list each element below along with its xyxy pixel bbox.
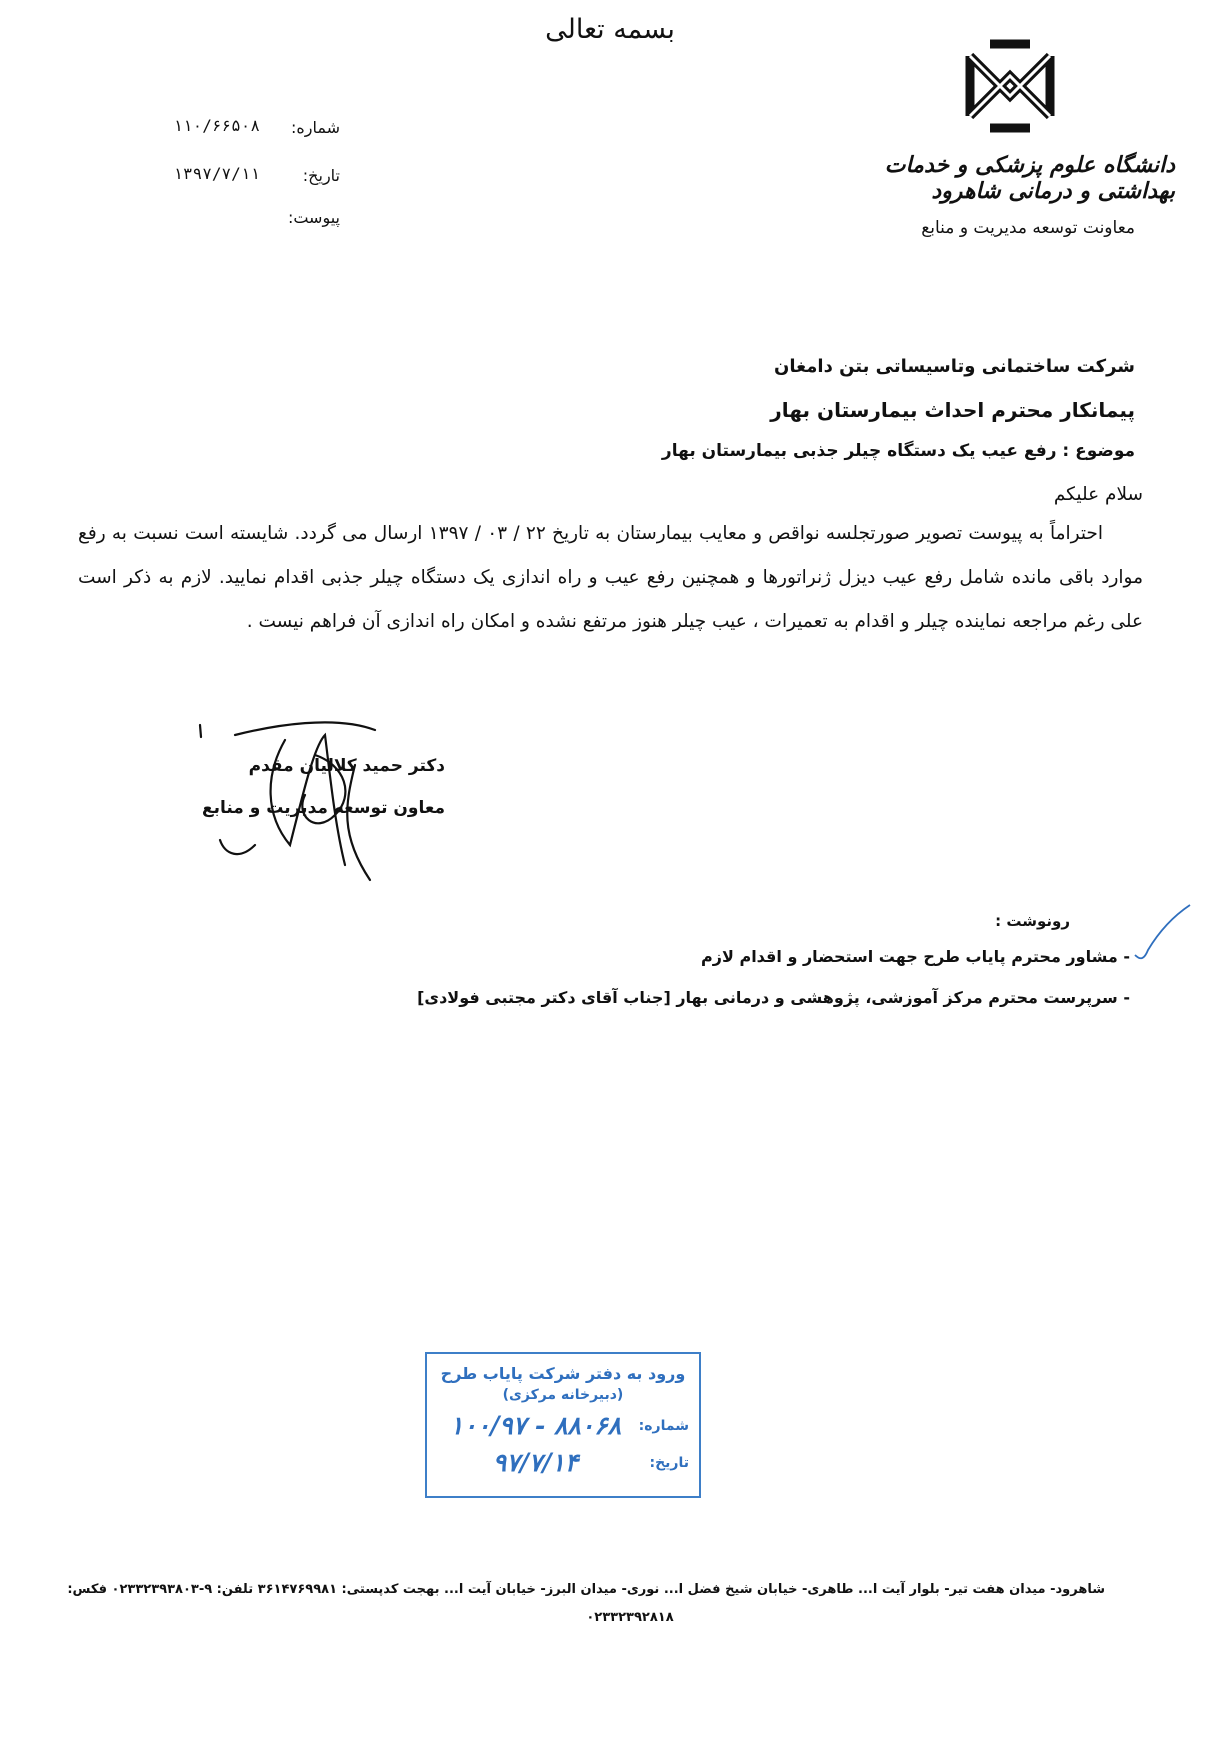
cc-item: - سرپرست محترم مرکز آموزشی، پژوهشی و درمانی بهار [جناب آقای دکتر مجتبی فولادی] [417,988,1130,1007]
date-label: تاریخ: [302,166,340,185]
number-value: ۱۱۰/۶۶۵۰۸ [173,116,260,135]
attachment-label: پیوست: [287,208,340,227]
stamp-subtitle: (دبیرخانه مرکزی) [502,1387,624,1403]
university-logo-icon [955,36,1065,136]
stamp-date-value: ۹۷/۷/۱۴ [492,1448,579,1477]
body-paragraph: احتراماً به پیوست تصویر صورتجلسه نواقص و معایب بیمارستان به تاریخ ۲۲ / ۰۳ / ۱۳۹۷ ارسال می گردد. شایسته است نسبت به رفع موارد باقی مانده شامل رفع عیب دیزل ژنراتورها و همچنین رفع عیب و راه اندازی یک دستگاه چیلر جذبی اقدام نمایید. لازم به ذکر است علی رغم مراجعه نماینده چیلر و اقدام به تعمیرات ، عیب چیلر هنوز مرتفع نشده و امکان راه اندازی آن فراهم نیست . [78,523,1143,632]
footer-address: شاهرود- میدان هفت تیر- بلوار آیت ا... طاهری- خیابان شیخ فضل ا... نوری- میدان البرز- خیابان آیت ا... بهجت کدپستی: ۳۶۱۴۷۶۹۹۸۱ تلفن: ۹-۰۲۳۳۲۳۹۳۸۰۳ فکس: [67,1582,1105,1597]
letter-subject: موضوع : رفع عیب یک دستگاه چیلر جذبی بیمارستان بهار [661,441,1135,461]
university-name: دانشگاه علوم پزشکی و خدمات بهداشتی و درمانی شاهرود [884,152,1175,204]
invocation-heading: بسمه تعالی [545,14,675,45]
footer-fax-number: ۰۲۳۳۲۳۹۲۸۱۸ [586,1610,674,1625]
check-mark-icon [1130,900,1200,970]
department-name: معاونت توسعه مدیریت و منابع [921,218,1135,238]
recipient-company: شرکت ساختمانی وتاسیساتی بتن دامغان [773,356,1135,377]
receipt-stamp [425,1352,701,1498]
letter-body [78,512,1143,644]
stamp-number-value: ۱۰۰/۹۷ - ۸۸۰۶۸ [449,1411,622,1440]
number-label: شماره: [290,118,340,137]
greeting: سلام علیکم [1053,484,1143,505]
signature-block [195,745,445,829]
date-value: ۱۳۹۷/۷/۱۱ [173,164,260,183]
signatory-title: معاون توسعه مدیریت و منابع [201,798,445,818]
recipient-contractor: پیمانکار محترم احداث بیمارستان بهار [770,398,1135,422]
stamp-title: ورود به دفتر شرکت پایاب طرح [440,1364,686,1383]
signatory-name: دکتر حمید کلالیان مقدم [248,756,445,776]
cc-title: رونوشت : [995,912,1070,930]
stamp-number-label: شماره: [638,1417,689,1434]
cc-item: - مشاور محترم پایاب طرح جهت استحضار و اقدام لازم [701,947,1130,966]
stamp-date-label: تاریخ: [649,1454,689,1471]
